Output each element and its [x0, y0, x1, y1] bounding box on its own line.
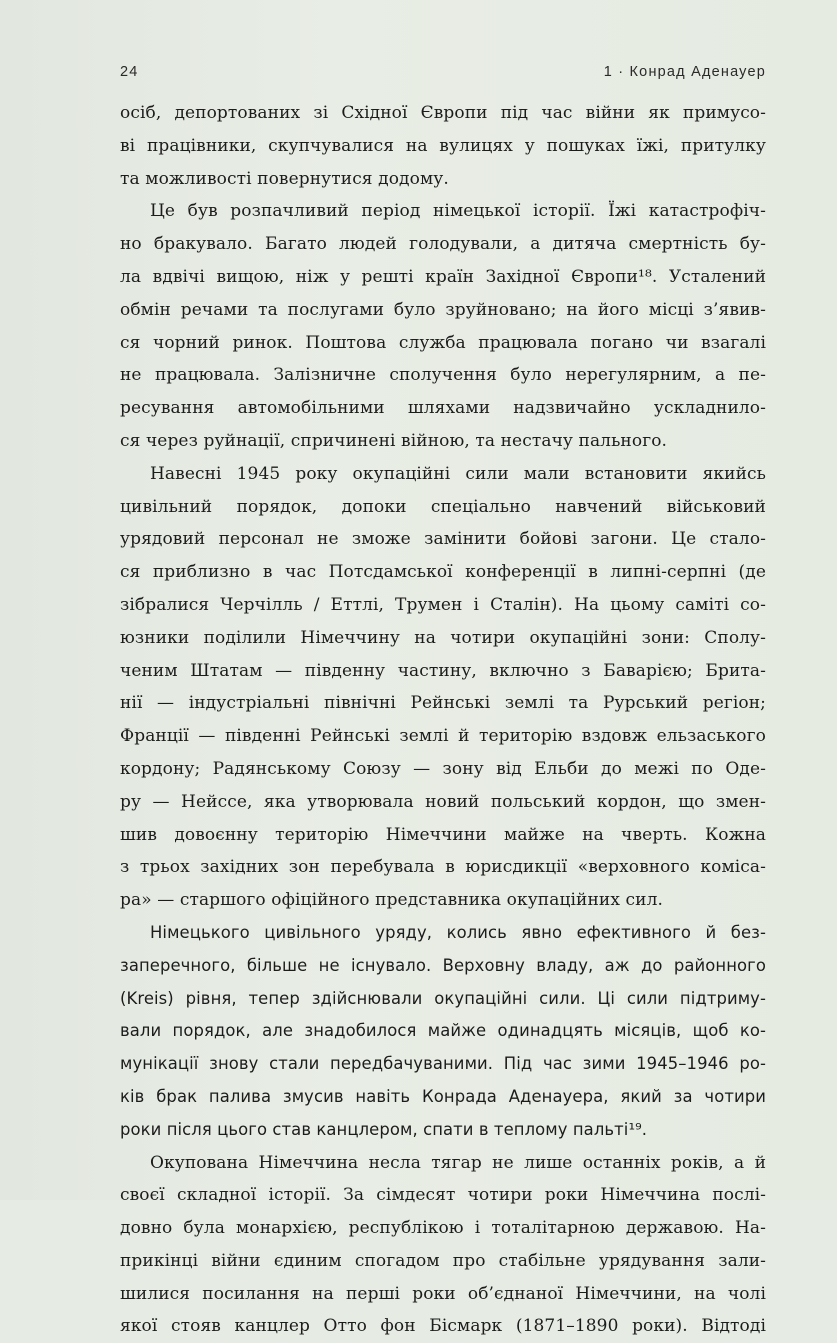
paragraph-start-line: Це був розпачливий період німецької історії. Їжі катастрофіч-	[150, 201, 766, 222]
text-line: з трьох західних зон перебувала в юрисдикції «верховного коміса-	[120, 857, 766, 878]
text-line: ла вдвічі вищою, ніж у решті країн Західної Європи¹⁸. Усталений	[120, 266, 766, 287]
text-line: зібралися Черчілль / Еттлі, Трумен і Сталін). На цьому саміті со-	[120, 594, 766, 615]
text-line: вали порядок, але знадобилося майже одинадцять місяців, щоб ко-	[120, 1021, 766, 1041]
text-line: ра» — старшого офіційного представника окупаційних сил.	[120, 890, 663, 911]
text-line: роки після цього став канцлером, спати в теплому пальті¹⁹.	[120, 1119, 648, 1139]
text-line: урядовий персонал не зможе замінити бойові загони. Це стало-	[120, 529, 766, 550]
text-line: ся чорний ринок. Поштова служба працювала погано чи взагалі	[120, 332, 766, 353]
text-line: довно була монархією, республікою і тоталітарною державою. На-	[120, 1218, 766, 1239]
text-line: обмін речами та послугами було зруйновано; на його місці з’явив-	[120, 299, 766, 320]
paragraph-start-line: Окупована Німеччина несла тягар не лише останніх років, а й	[150, 1152, 766, 1173]
text-line: прикінці війни єдиним спогадом про стабільне урядування зали-	[120, 1250, 766, 1271]
text-line: мунікації знову стали передбачуваними. Під час зими 1945–1946 ро-	[120, 1054, 766, 1074]
text-line: ся приблизно в час Потсдамської конференції в липні-серпні (де	[120, 562, 766, 583]
text-line: якої стояв канцлер Отто фон Бісмарк (1871–1890 роки). Відтоді	[120, 1316, 766, 1337]
text-line: ків брак палива змусив навіть Конрада Аденауера, який за чотири	[120, 1086, 766, 1106]
text-line: шилися посилання на перші роки об’єднаної Німеччини, на чолі	[120, 1283, 766, 1304]
text-line: ченим Штатам — південну частину, включно з Баварією; Брита-	[120, 660, 766, 681]
text-line: осіб, депортованих зі Східної Європи під час війни як примусо-	[120, 103, 766, 123]
text-line: шив довоєнну територію Німеччини майже на чверть. Кожна	[120, 824, 766, 845]
text-line: цивільний порядок, допоки спеціально навчений військовий	[120, 496, 766, 517]
text-line: та можливості повернутися додому.	[120, 168, 449, 189]
paragraph-start-line: Німецького цивільного уряду, колись явно ефективного й без-	[150, 922, 766, 942]
text-line: ся через руйнації, спричинені війною, та нестачу пального.	[120, 430, 668, 451]
text-line: юзники поділили Німеччину на чотири окупаційні зони: Сполу-	[120, 627, 766, 648]
text-line: Франції — південні Рейнські землі й територію вздовж ельзаського	[120, 726, 766, 747]
text-line: заперечного, більше не існувало. Верховну владу, аж до районного	[120, 955, 766, 975]
paragraph-start-line: Навесні 1945 року окупаційні сили мали встановити якийсь	[150, 463, 766, 484]
text-line: ру — Нейссе, яка утворювала новий польський кордон, що змен-	[120, 791, 766, 812]
text-line: кордону; Радянському Союзу — зону від Ельби до межі по Оде-	[120, 758, 766, 779]
text-line: не працювала. Залізничне сполучення було нерегулярним, а пе-	[120, 365, 766, 386]
text-line: ресування автомобільними шляхами надзвичайно ускладнило-	[120, 398, 766, 419]
body-text	[120, 97, 766, 1343]
text-line: но бракувало. Багато людей голодували, а дитяча смертність бу-	[120, 234, 766, 255]
text-line: (Kreis) рівня, тепер здійснювали окупаційні сили. Ці сили підтриму-	[120, 988, 766, 1008]
chapter-title: 1 · Конрад Аденауер	[603, 64, 766, 80]
page-number: 24	[120, 64, 139, 80]
text-line: своєї складної історії. За сімдесят чотири роки Німеччина послі-	[120, 1185, 766, 1206]
text-line: ві працівники, скупчувалися на вулицях у пошуках їжі, притулку	[120, 135, 766, 156]
text-line: нії — індустріальні північні Рейнські землі та Рурський регіон;	[120, 693, 766, 714]
running-head	[120, 64, 766, 86]
